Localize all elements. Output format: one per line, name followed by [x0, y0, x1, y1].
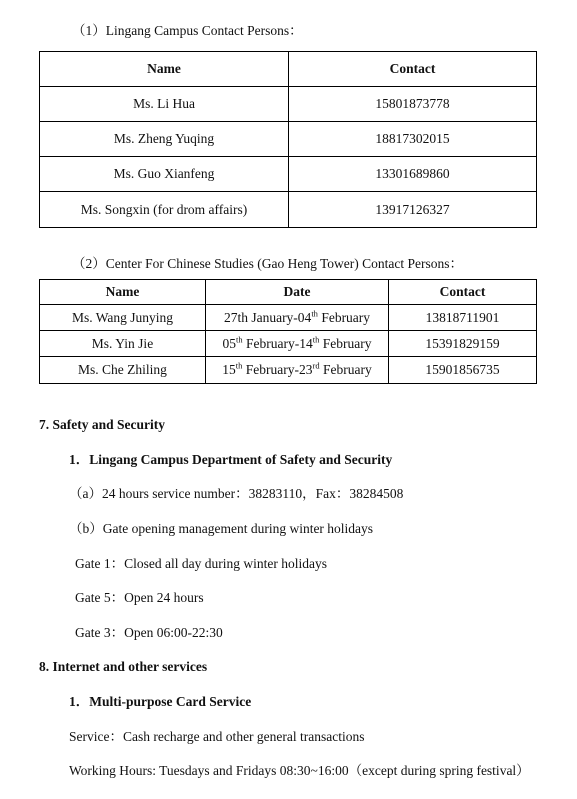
section2-caption: （2）Center For Chinese Studies (Gao Heng Tower) Contact Persons： — [72, 256, 463, 271]
cell-contact: 13917126327 — [289, 192, 537, 228]
lingang-contacts-table — [39, 51, 537, 228]
working-hours-line: Working Hours: Tuesdays and Fridays 08:30~16:00（except during spring festival） — [69, 763, 530, 778]
section1-caption: （1）Lingang Campus Contact Persons： — [72, 23, 303, 38]
date-part: February — [319, 335, 372, 351]
safety-subheading: 1．Lingang Campus Department of Safety and Security — [69, 452, 393, 467]
header-contact: Contact — [289, 52, 537, 87]
date-ordinal: rd — [312, 360, 320, 371]
table-row — [40, 157, 537, 192]
cell-name: Ms. Zheng Yuqing — [40, 122, 289, 157]
gate-management-line: （b）Gate opening management during winter holidays — [69, 521, 374, 536]
table-row — [40, 357, 537, 384]
safety-heading: 7. Safety and Security — [39, 417, 165, 432]
header-contact: Contact — [389, 280, 537, 305]
cell-contact: 15901856735 — [389, 357, 537, 384]
date-part: 15 — [222, 362, 236, 377]
date-ordinal: th — [312, 334, 320, 344]
table-row — [40, 87, 537, 122]
table-row — [40, 305, 537, 331]
table-row — [40, 192, 537, 228]
date-part: 05 — [222, 335, 237, 351]
date-part: February-23 — [242, 362, 313, 377]
date-part: 27th January-04 — [223, 309, 312, 325]
table-header-row — [40, 52, 537, 87]
cell-contact: 15391829159 — [389, 331, 537, 357]
cell-date — [206, 305, 389, 331]
header-name: Name — [40, 280, 206, 305]
cell-date — [206, 331, 389, 357]
cell-contact: 15801873778 — [289, 87, 537, 122]
cell-date — [206, 357, 389, 384]
cell-name: Ms. Li Hua — [40, 87, 289, 122]
service-number-line: （a）24 hours service number：38283110，Fax：38284508 — [69, 486, 404, 501]
date-ordinal: th — [311, 308, 318, 318]
header-date: Date — [206, 280, 389, 305]
table-row — [40, 331, 537, 357]
cell-name: Ms. Songxin (for drom affairs) — [40, 192, 289, 228]
ccs-contacts-table — [39, 279, 537, 384]
header-name: Name — [40, 52, 289, 87]
cell-name: Ms. Wang Junying — [40, 305, 206, 331]
gate1-line: Gate 1：Closed all day during winter holidays — [75, 556, 327, 571]
date-ordinal: th — [236, 334, 243, 344]
date-ordinal: th — [235, 360, 243, 371]
cell-name: Ms. Yin Jie — [40, 331, 206, 357]
card-service-subheading: 1．Multi-purpose Card Service — [69, 694, 252, 709]
cell-contact: 13818711901 — [389, 305, 537, 331]
internet-heading: 8. Internet and other services — [39, 659, 208, 674]
cell-name: Ms. Guo Xianfeng — [40, 157, 289, 192]
gate5-line: Gate 5：Open 24 hours — [75, 590, 204, 605]
table-row — [40, 122, 537, 157]
date-part: February-14 — [242, 335, 313, 351]
cell-contact: 18817302015 — [289, 122, 537, 157]
gate3-line: Gate 3：Open 06:00-22:30 — [75, 625, 223, 640]
date-part: February — [319, 362, 372, 377]
table-header-row — [40, 280, 537, 305]
card-service-line: Service：Cash recharge and other general transactions — [69, 729, 365, 744]
date-part: February — [317, 309, 371, 325]
cell-contact: 13301689860 — [289, 157, 537, 192]
cell-name: Ms. Che Zhiling — [40, 357, 206, 384]
